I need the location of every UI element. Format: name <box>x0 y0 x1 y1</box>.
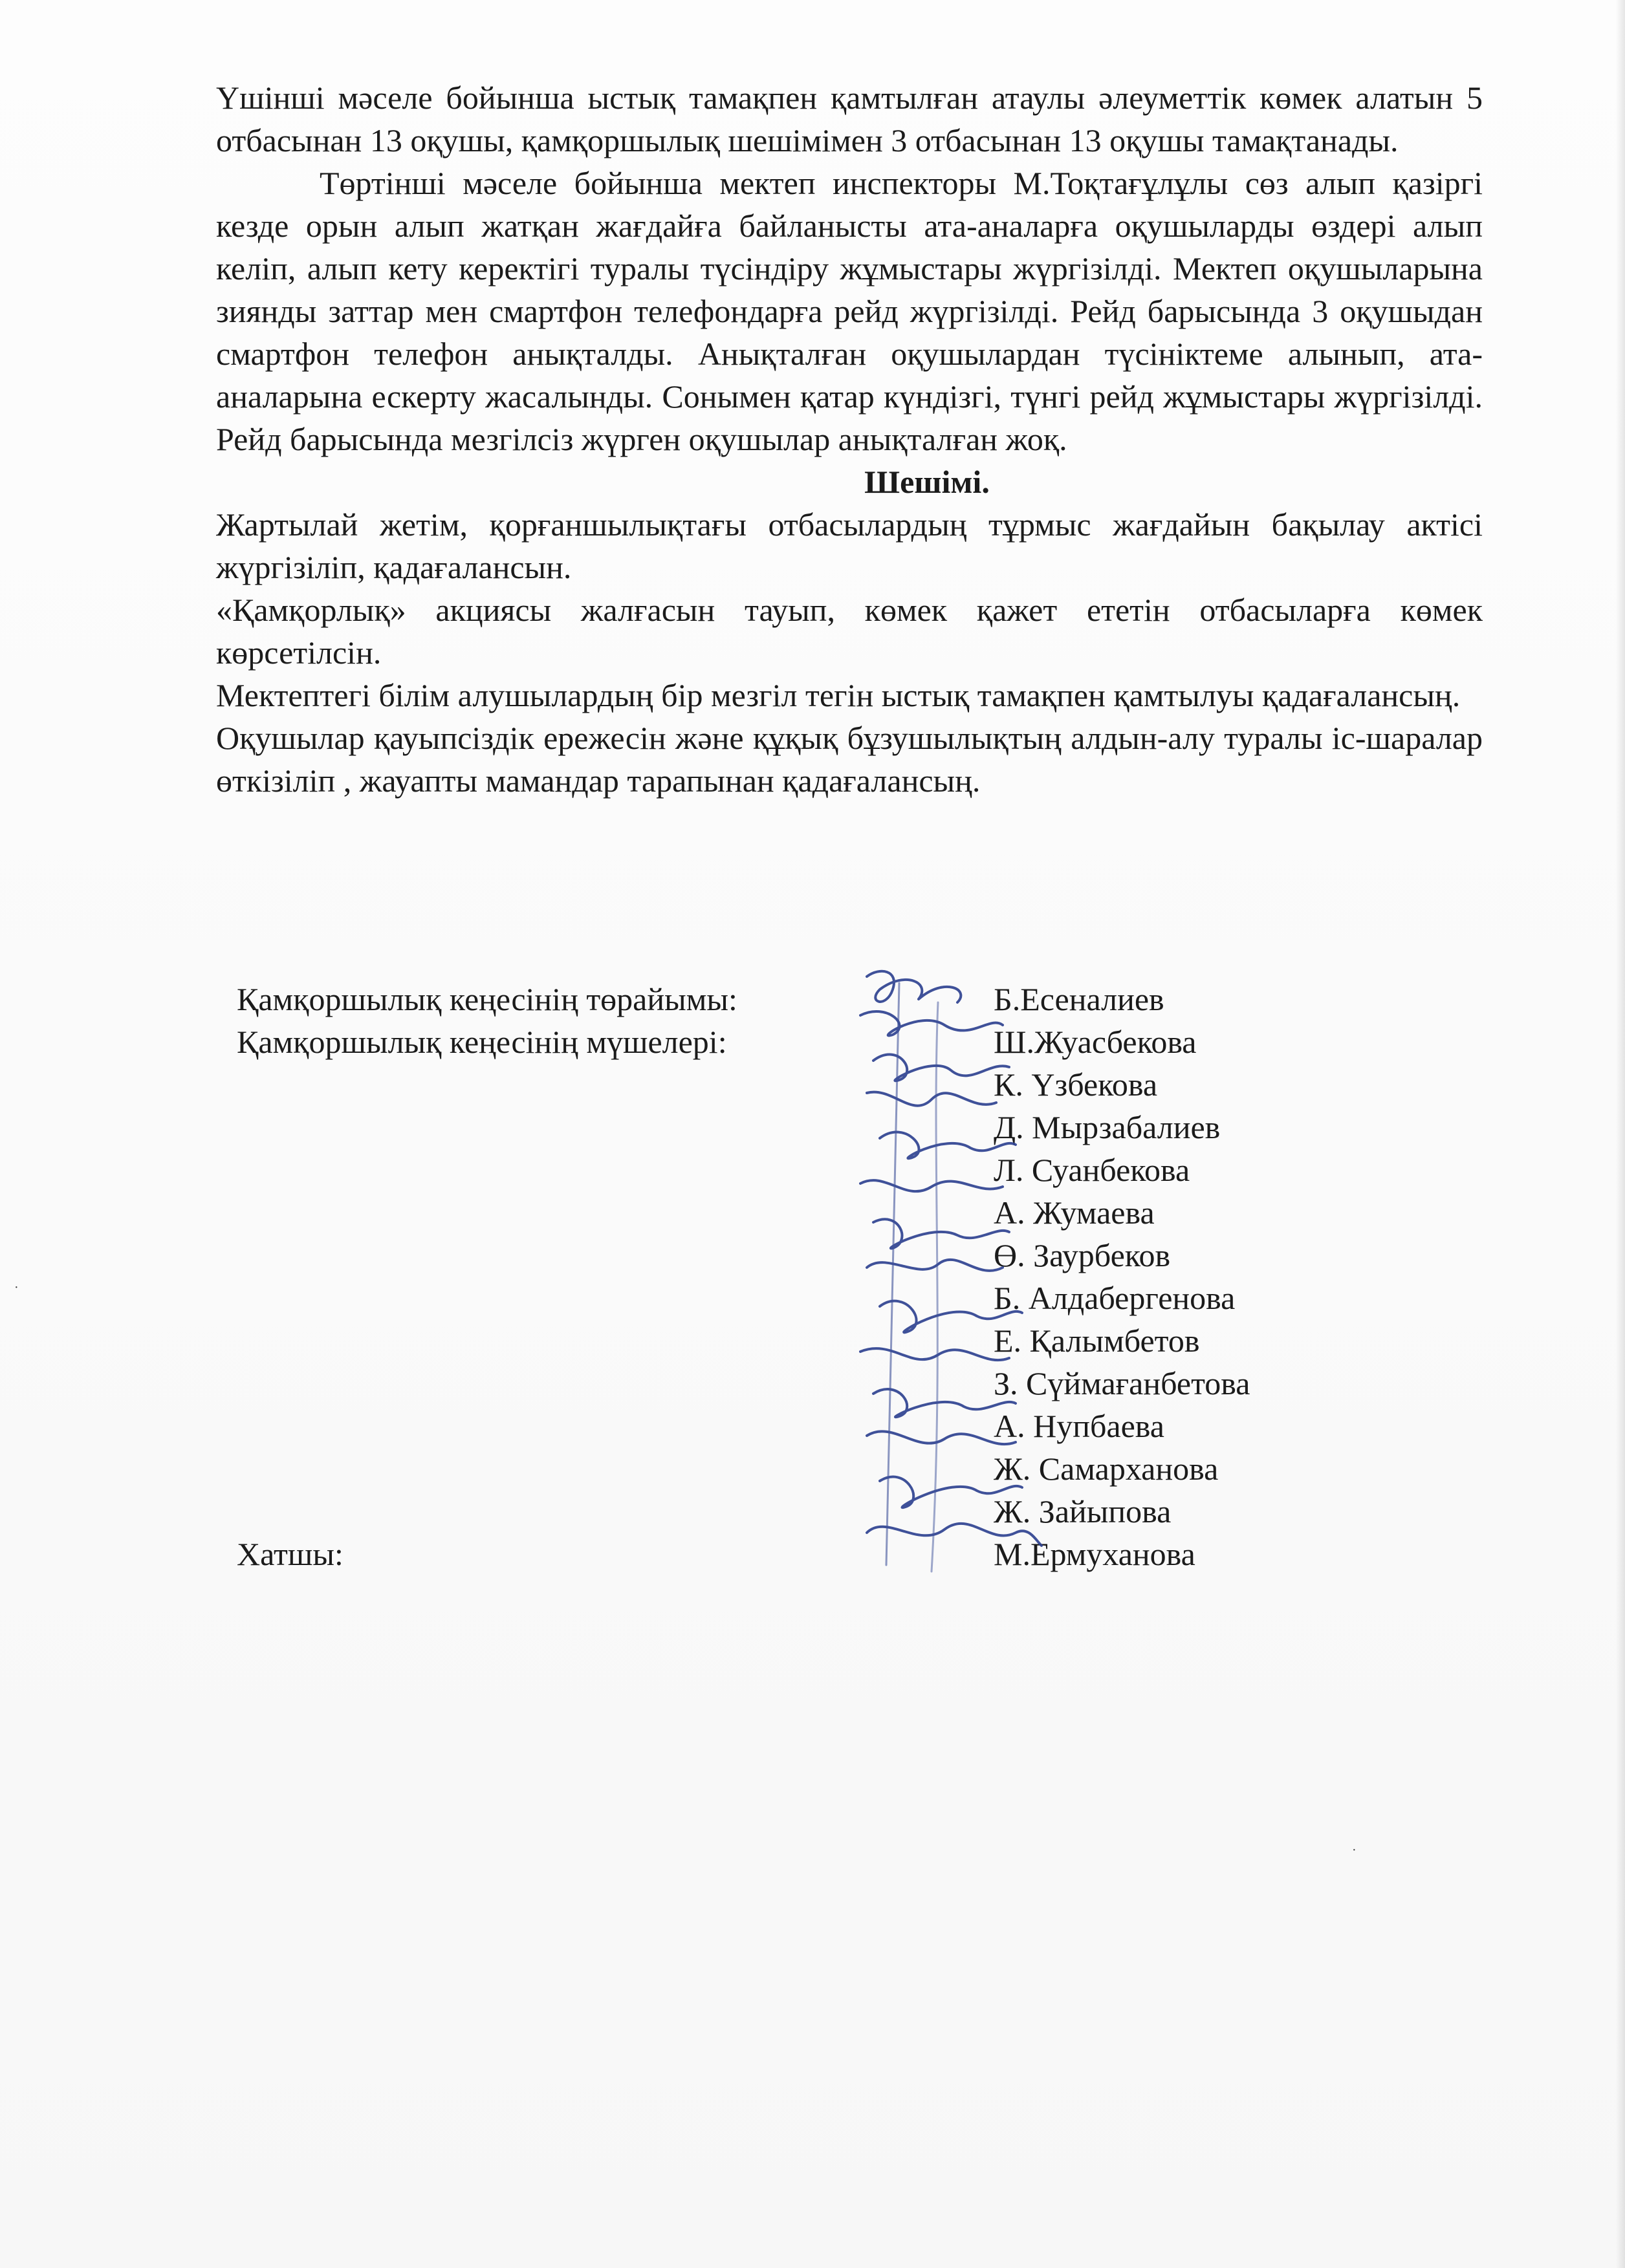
signatory-name: А. Нупбаева <box>994 1408 1164 1444</box>
signature-row-member <box>237 1021 1349 1063</box>
signatory-name: М.Ермуханова <box>994 1536 1195 1572</box>
signature-row-secretary <box>237 1533 1349 1575</box>
signatory-name: Е. Қалымбетов <box>994 1323 1200 1359</box>
decision-list <box>216 503 1483 802</box>
paragraph-third-issue: Үшінші мәселе бойынша ыстық тамақпен қамтылған атаулы әлеуметтік көмек алатын 5 отбасынан 13 оқушы, қамқоршылық шешімімен 3 отбасынан 13 оқушы тамақтанады. <box>216 80 1483 158</box>
signature-row-member <box>237 1405 1349 1447</box>
signatory-name: Ж. Самарханова <box>994 1451 1219 1487</box>
signatory-name: Ж. Зайыпова <box>994 1493 1172 1529</box>
page-edge-shadow <box>1616 0 1625 2268</box>
signature-row-member <box>237 1106 1349 1149</box>
signature-row-chair <box>237 978 1349 1021</box>
decision-item: «Қамқорлық» акциясы жалғасын тауып, көмек қажет ететін отбасыларға көмек көрсетілсін. <box>216 592 1483 671</box>
signature-row-member <box>237 1234 1349 1277</box>
handwritten-signatures <box>841 964 1048 1597</box>
signature-row-member <box>237 1447 1349 1490</box>
signature-row-member <box>237 1319 1349 1362</box>
decision-heading: Шешімі. <box>864 464 990 500</box>
decision-item: Мектептегі білім алушылардың бір мезгіл тегін ыстық тамақпен қамтылуы қадағалансың. <box>216 677 1461 713</box>
members-label: Қамқоршылық кеңесінің мүшелері: <box>237 1024 727 1060</box>
paragraph-fourth-issue: Төртінші мәселе бойынша мектеп инспекторы М.Тоқтағұлұлы сөз алып қазіргі кезде орын алып жатқан жағдайға байланысты ата-аналарға оқушыларды өздері алып келіп, алып кету керектігі туралы түсіндіру жұмыстары жүргізілді. Мектеп оқушыларына зиянды заттар мен смартфон телефондарға рейд жүргізілді. Рейд барысында 3 оқушыдан смартфон телефон анықталды. Анықталған оқушылардан түсініктеме алынып, ата-аналарына ескерту жасалынды. Сонымен қатар күндізгі, түнгі рейд жұмыстары жүргізілді. Рейд барысында мезгілсіз жүрген оқушылар анықталған жоқ. <box>216 165 1483 457</box>
decision-item: Оқушылар қауыпсіздік ережесін және құқық бұзушылықтың алдын-алу туралы іс-шаралар өткізіліп , жауапты мамандар тарапынан қадағалансың. <box>216 720 1483 799</box>
signature-block <box>237 978 1349 1575</box>
signatory-name: К. Үзбекова <box>994 1066 1158 1103</box>
secretary-label: Хатшы: <box>237 1536 344 1572</box>
signatory-name: З. Сүймағанбетова <box>994 1365 1250 1401</box>
signatory-name: Б. Алдабергенова <box>994 1280 1236 1316</box>
signature-scribbles <box>841 964 1048 1597</box>
decision-item: Жартылай жетім, қорғаншылықтағы отбасылардың тұрмыс жағдайын бақылау актісі жүргізіліп, қадағалансын. <box>216 506 1483 585</box>
signatory-name: Ө. Заурбеков <box>994 1237 1171 1273</box>
scan-speck: · <box>14 1280 19 1295</box>
signatory-name: Б.Есеналиев <box>994 981 1164 1017</box>
signatory-name: Д. Мырзабалиев <box>994 1109 1221 1145</box>
signature-row-member <box>237 1277 1349 1319</box>
signatory-name: А. Жумаева <box>994 1194 1155 1231</box>
signature-row-member <box>237 1362 1349 1405</box>
document-body <box>216 76 1483 802</box>
signatory-name: Л. Суанбекова <box>994 1152 1190 1188</box>
signature-row-member <box>237 1191 1349 1234</box>
signature-row-member <box>237 1490 1349 1533</box>
chair-label: Қамқоршылық кеңесінің төрайымы: <box>237 981 737 1017</box>
signatory-name: Ш.Жуасбекова <box>994 1024 1197 1060</box>
scan-speck: · <box>1352 1843 1357 1857</box>
signature-row-member <box>237 1149 1349 1191</box>
signature-row-member <box>237 1063 1349 1106</box>
